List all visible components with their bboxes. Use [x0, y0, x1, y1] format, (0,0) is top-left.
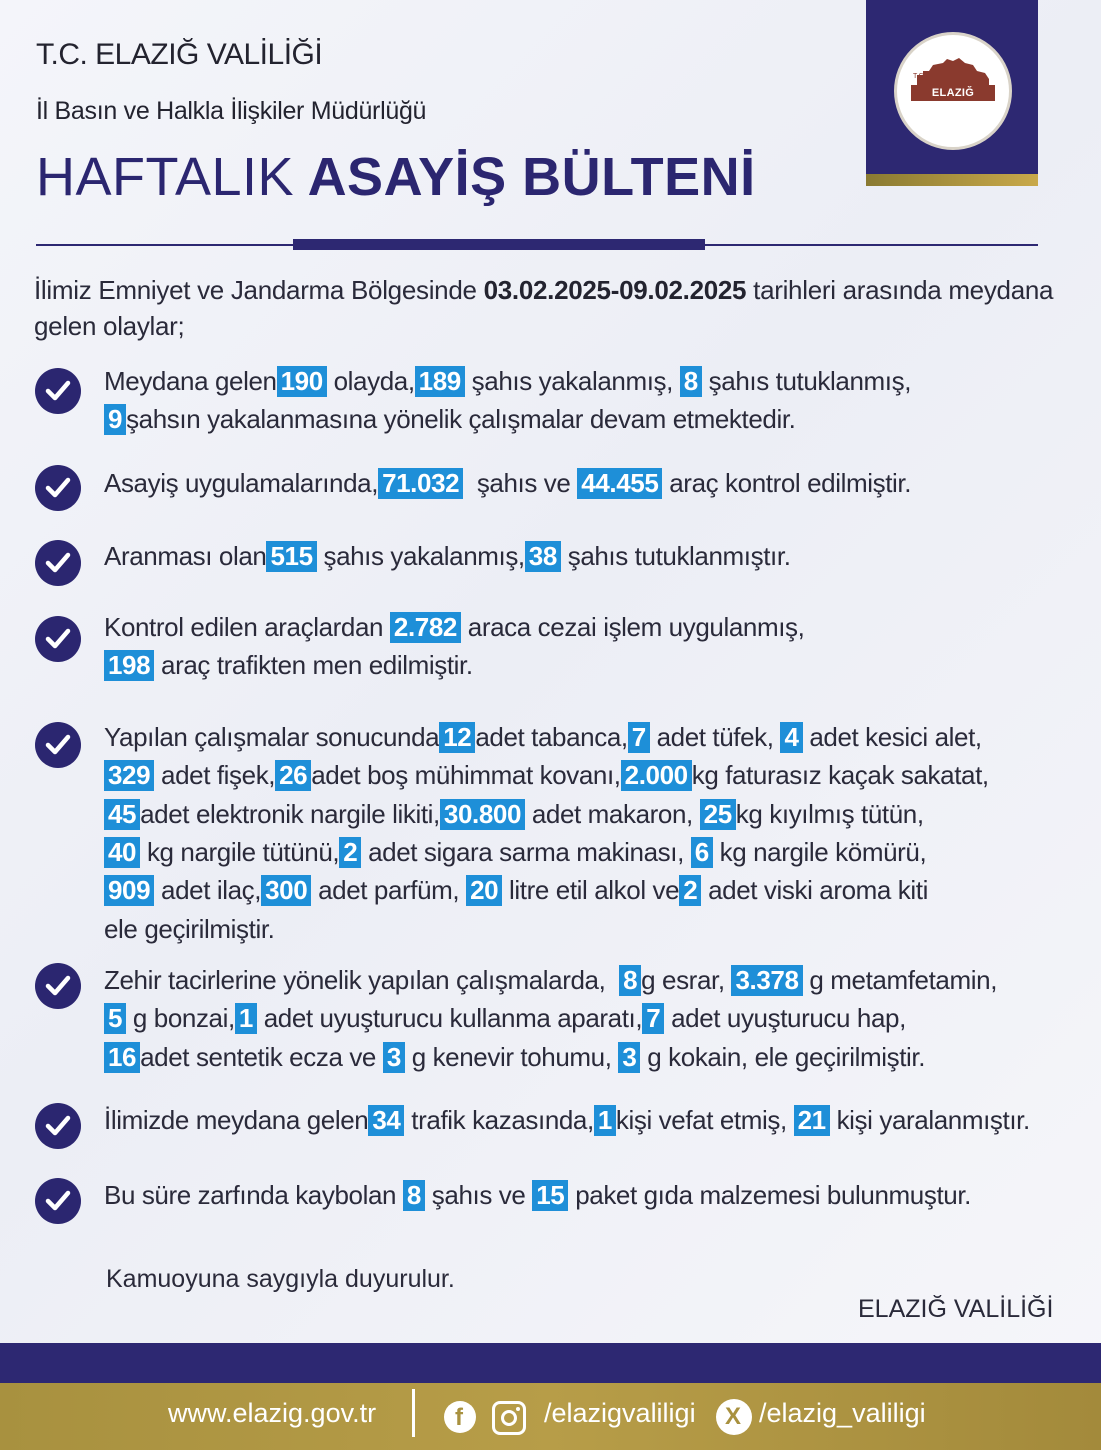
castle-icon	[913, 55, 993, 85]
closing-text: Kamuoyuna saygıyla duyurulur.	[106, 1265, 455, 1293]
item-line	[104, 722, 982, 753]
item-text: şahsın yakalanmasına yönelik çalışmalar devam etmektedir.	[126, 404, 796, 435]
item-text: adet boş mühimmat kovanı,	[311, 760, 621, 791]
item-text: adet uyuşturucu hap,	[664, 1003, 906, 1034]
stat-number: 2.000	[621, 760, 692, 791]
item-line	[104, 404, 795, 435]
item-line	[104, 799, 924, 830]
item-line	[104, 1180, 971, 1211]
stat-number: 5	[104, 1003, 126, 1034]
item-text: kişi yaralanmıştır.	[829, 1105, 1030, 1135]
intro-text-end: tarihleri arasında meydana gelen olaylar;	[34, 275, 1054, 341]
item-text: Kontrol edilen araçlardan	[104, 612, 390, 642]
stat-number: 26	[275, 760, 311, 791]
stat-number: 198	[104, 650, 154, 681]
stat-number: 8	[403, 1180, 425, 1211]
check-icon	[35, 1103, 81, 1149]
item-text: Zehir tacirlerine yönelik yapılan çalışmalarda,	[104, 965, 620, 995]
stat-number: 2	[679, 875, 701, 906]
stat-number: 4	[780, 722, 802, 753]
item-text: şahıs ve	[424, 1180, 533, 1210]
item-text: kg faturasız kaçak sakatat,	[691, 760, 989, 791]
footer-divider	[412, 1389, 415, 1437]
item-text: Asayiş uygulamalarında,	[104, 468, 379, 498]
stat-number: 3	[383, 1042, 405, 1073]
social-handle[interactable]: /elazigvaliligi	[544, 1398, 696, 1428]
check-icon	[35, 616, 81, 662]
stat-number: 8	[680, 366, 702, 397]
item-text: kg nargile kömürü,	[712, 836, 927, 867]
website-link[interactable]: www.elazig.gov.tr	[168, 1398, 377, 1428]
stat-number: 6	[691, 837, 713, 868]
logo-text: ELAZIĞ VALİLİĞİ	[911, 85, 995, 101]
stat-number: 2.782	[390, 612, 461, 643]
stat-number: 7	[642, 1003, 664, 1034]
header-rule-accent	[293, 239, 705, 250]
check-icon	[35, 368, 81, 414]
stat-number: 8	[619, 965, 641, 996]
title-thin: HAFTALIK	[36, 147, 295, 207]
item-text: adet elektronik nargile likiti,	[140, 798, 440, 829]
stat-number: 71.032	[378, 468, 463, 499]
item-text: şahıs yakalanmış,	[316, 541, 525, 571]
item-line	[104, 366, 911, 397]
stat-number: 44.455	[577, 468, 662, 499]
org-name: T.C. ELAZIĞ VALİLİĞİ	[36, 38, 323, 71]
item-text: g bonzai,	[126, 1003, 235, 1034]
item-text: g metamfetamin,	[802, 965, 998, 995]
item-line	[104, 1042, 925, 1073]
page-title	[36, 146, 756, 208]
stat-number: 45	[104, 799, 140, 830]
item-text: Yapılan çalışmalar sonucunda	[104, 722, 440, 752]
stat-number: 1	[235, 1003, 257, 1034]
logo-panel	[866, 0, 1038, 186]
footer-navy-bar	[0, 1343, 1101, 1383]
item-text: g kokain, ele geçirilmiştir.	[640, 1041, 926, 1072]
stat-number: 2	[339, 837, 361, 868]
stat-number: 30.800	[440, 799, 525, 830]
stat-number: 9	[104, 404, 126, 435]
check-icon	[35, 722, 81, 768]
stat-number: 300	[261, 875, 311, 906]
item-text: Meydana gelen	[104, 366, 277, 396]
item-text: adet kesici alet,	[802, 722, 982, 752]
item-text: kg kıyılmış tütün,	[735, 798, 924, 829]
x-icon[interactable]: X	[716, 1399, 752, 1435]
item-line	[104, 760, 989, 791]
instagram-icon[interactable]	[492, 1401, 526, 1435]
item-text: şahıs tutuklanmış,	[701, 366, 912, 396]
governorship-logo	[894, 32, 1012, 150]
item-text: ele geçirilmiştir.	[104, 913, 275, 944]
item-line	[104, 1003, 906, 1034]
item-text: adet tabanca,	[475, 722, 628, 752]
item-text: trafik kazasında,	[404, 1105, 594, 1135]
item-text: araç trafikten men edilmiştir.	[154, 650, 473, 681]
stat-number: 40	[104, 837, 140, 868]
item-text: adet parfüm,	[311, 875, 467, 906]
stat-number: 909	[104, 875, 154, 906]
item-text: adet sigara sarma makinası,	[361, 836, 691, 867]
item-text: kişi vefat etmiş,	[615, 1105, 794, 1135]
stat-number: 3	[618, 1042, 640, 1073]
item-text: olayda,	[326, 366, 415, 396]
item-text: adet sentetik ecza ve	[140, 1041, 383, 1072]
item-line	[104, 468, 911, 499]
logo-gold-strip	[866, 174, 1038, 186]
item-text: adet makaron,	[525, 798, 700, 829]
item-text: araç kontrol edilmiştir.	[662, 468, 912, 498]
check-icon	[35, 1178, 81, 1224]
stat-number: 20	[466, 875, 502, 906]
department-name: İl Basın ve Halkla İlişkiler Müdürlüğü	[36, 97, 427, 125]
item-line	[104, 837, 926, 868]
stat-number: 190	[277, 366, 327, 397]
stat-number: 34	[368, 1105, 404, 1136]
item-text: kg nargile tütünü,	[140, 836, 340, 867]
check-icon	[35, 963, 81, 1009]
item-line	[104, 914, 275, 945]
stat-number: 21	[794, 1105, 830, 1136]
item-text: Bu süre zarfında kaybolan	[104, 1180, 403, 1210]
item-line	[104, 612, 804, 643]
item-text: adet fişek,	[154, 760, 276, 791]
x-handle[interactable]: /elazig_valiligi	[759, 1398, 926, 1428]
item-text: paket gıda malzemesi bulunmuştur.	[568, 1180, 971, 1210]
item-text: adet viski aroma kiti	[701, 875, 928, 906]
item-text: g kenevir tohumu,	[404, 1041, 619, 1072]
item-text: adet uyuşturucu kullanma aparatı,	[256, 1003, 643, 1034]
stat-number: 15	[532, 1180, 568, 1211]
stat-number: 25	[700, 799, 736, 830]
item-text: şahıs tutuklanmıştır.	[560, 541, 791, 571]
stat-number: 7	[628, 722, 650, 753]
stat-number: 515	[266, 541, 316, 572]
item-text: şahıs ve	[463, 468, 578, 498]
item-text: adet ilaç,	[154, 875, 262, 906]
stat-number: 12	[439, 722, 475, 753]
item-text: araca cezai işlem uygulanmış,	[460, 612, 805, 642]
stat-number: 329	[104, 760, 154, 791]
item-text: litre etil alkol ve	[502, 875, 680, 906]
intro-text: İlimiz Emniyet ve Jandarma Bölgesinde	[34, 275, 484, 305]
item-line	[104, 1105, 1030, 1136]
stat-number: 38	[525, 541, 561, 572]
intro-dates: 03.02.2025-09.02.2025	[483, 275, 747, 305]
signature: ELAZIĞ VALİLİĞİ	[858, 1295, 1054, 1323]
intro-paragraph	[34, 272, 1099, 344]
logo-tc: T.C.	[913, 73, 926, 80]
stat-number: 16	[104, 1042, 140, 1073]
item-text: İlimizde meydana gelen	[104, 1105, 369, 1135]
item-text: şahıs yakalanmış,	[464, 366, 680, 396]
item-text: adet tüfek,	[649, 722, 781, 752]
stat-number: 1	[594, 1105, 616, 1136]
item-line	[104, 650, 473, 681]
facebook-icon[interactable]: f	[444, 1401, 476, 1433]
item-text: g esrar,	[641, 965, 732, 995]
check-icon	[35, 465, 81, 511]
check-icon	[35, 540, 81, 586]
item-line	[104, 875, 928, 906]
stat-number: 3.378	[731, 965, 802, 996]
item-line	[104, 541, 791, 572]
stat-number: 189	[415, 366, 465, 397]
title-bold: ASAYİŞ BÜLTENİ	[307, 147, 756, 207]
item-text: Aranması olan	[104, 541, 267, 571]
item-line	[104, 965, 997, 996]
